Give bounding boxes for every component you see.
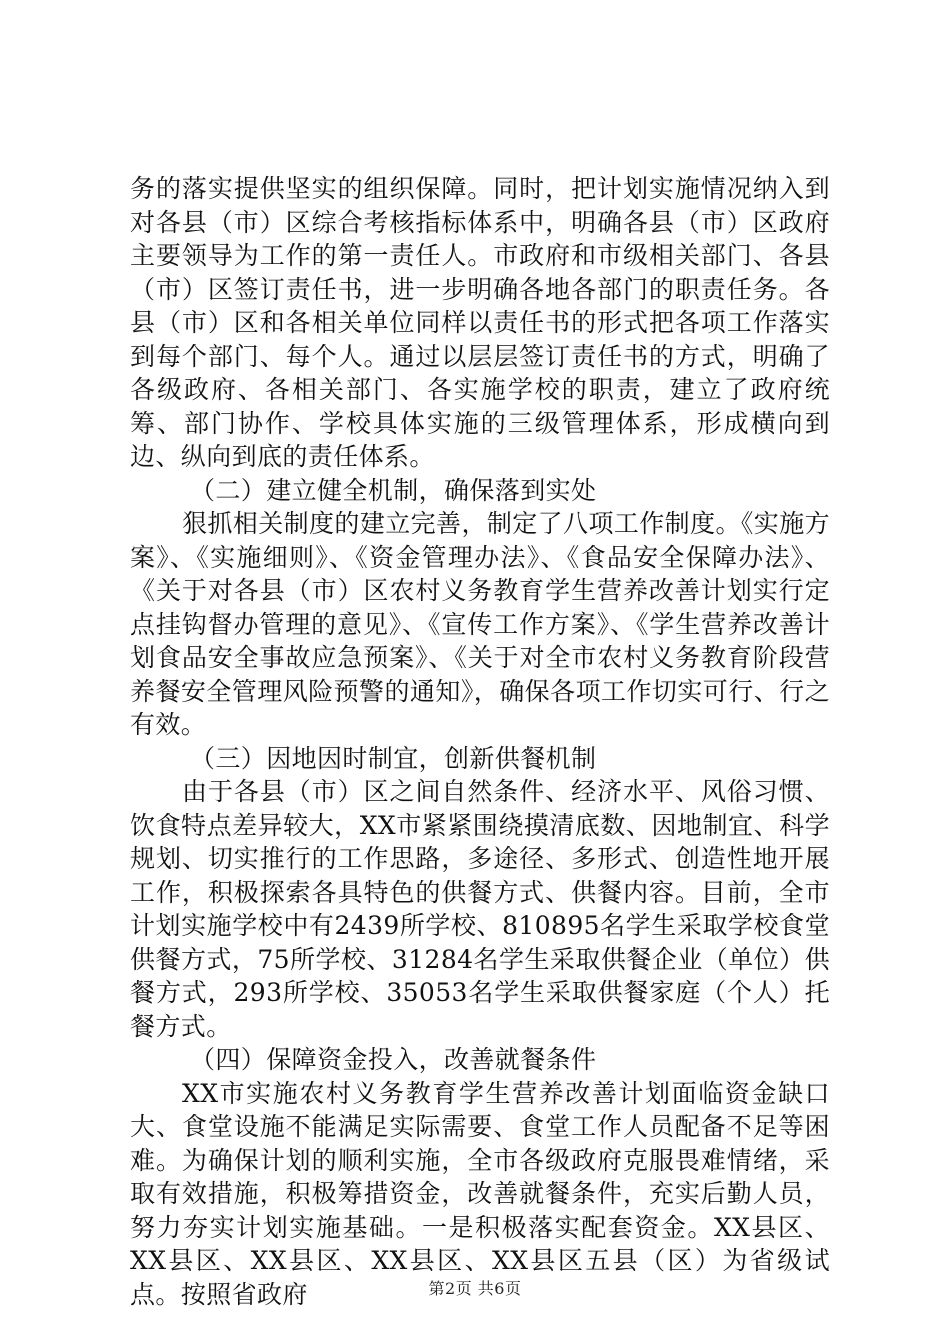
page-footer: 第2页 共6页 bbox=[428, 1279, 522, 1298]
section-heading-3: （三）因地因时制宜，创新供餐机制 bbox=[190, 743, 597, 773]
paragraph-meal-supply: 由于各县（市）区之间自然条件、经济水平、风俗习惯、饮食特点差异较大，XX市紧紧围绕摸清底数、因地制宜、科学规划、切实推行的工作思路，多途径、多形式、创造性地开展工作，积极探索各具特色的供餐方式、供餐内容。目前，全市计划实施学校中有2439所学校、810895名学生采取学校食堂供餐方式，75所学校、31284名学生采取供餐企业（单位）供餐方式，293所学校、35053名学生采取供餐家庭（个人）托餐方式。 bbox=[130, 777, 830, 1041]
section-heading-2: （二）建立健全机制，确保落到实处 bbox=[190, 475, 597, 505]
paragraph-regulations: 狠抓相关制度的建立完善，制定了八项工作制度。《实施方案》、《实施细则》、《资金管理办法》、《食品安全保障办法》、《关于对各县（市）区农村义务教育学生营养改善计划实行定点挂钩督办管理的意见》、《宣传工作方案》、《学生营养改善计划食品安全事故应急预案》、《关于对全市农村义务教育阶段营养餐安全管理风险预警的通知》，确保各项工作切实可行、行之有效。 bbox=[130, 509, 830, 739]
document-body bbox=[130, 172, 830, 1311]
paragraph-funding: XX市实施农村义务教育学生营养改善计划面临资金缺口大、食堂设施不能满足实际需要、食堂工作人员配备不足等困难。为确保计划的顺利实施，全市各级政府克服畏难情绪，采取有效措施，积极筹措资金，改善就餐条件，充实后勤人员，努力夯实计划实施基础。一是积极落实配套资金。XX县区、XX县区、XX县区、XX县区、XX县区五县（区）为省级试点。按照省政府 bbox=[130, 1078, 830, 1309]
section-heading-4: （四）保障资金投入，改善就餐条件 bbox=[190, 1045, 597, 1074]
paragraph-continuation: 务的落实提供坚实的组织保障。同时，把计划实施情况纳入到对各县（市）区综合考核指标体系中，明确各县（市）区政府主要领导为工作的第一责任人。市政府和市级相关部门、各县（市）区签订责任书，进一步明确各地各部门的职责任务。各县（市）区和各相关单位同样以责任书的形式把各项工作落实到每个部门、每个人。通过以层层签订责任书的方式，明确了各级政府、各相关部门、各实施学校的职责，建立了政府统筹、部门协作、学校具体实施的三级管理体系，形成横向到边、纵向到底的责任体系。 bbox=[130, 174, 830, 471]
